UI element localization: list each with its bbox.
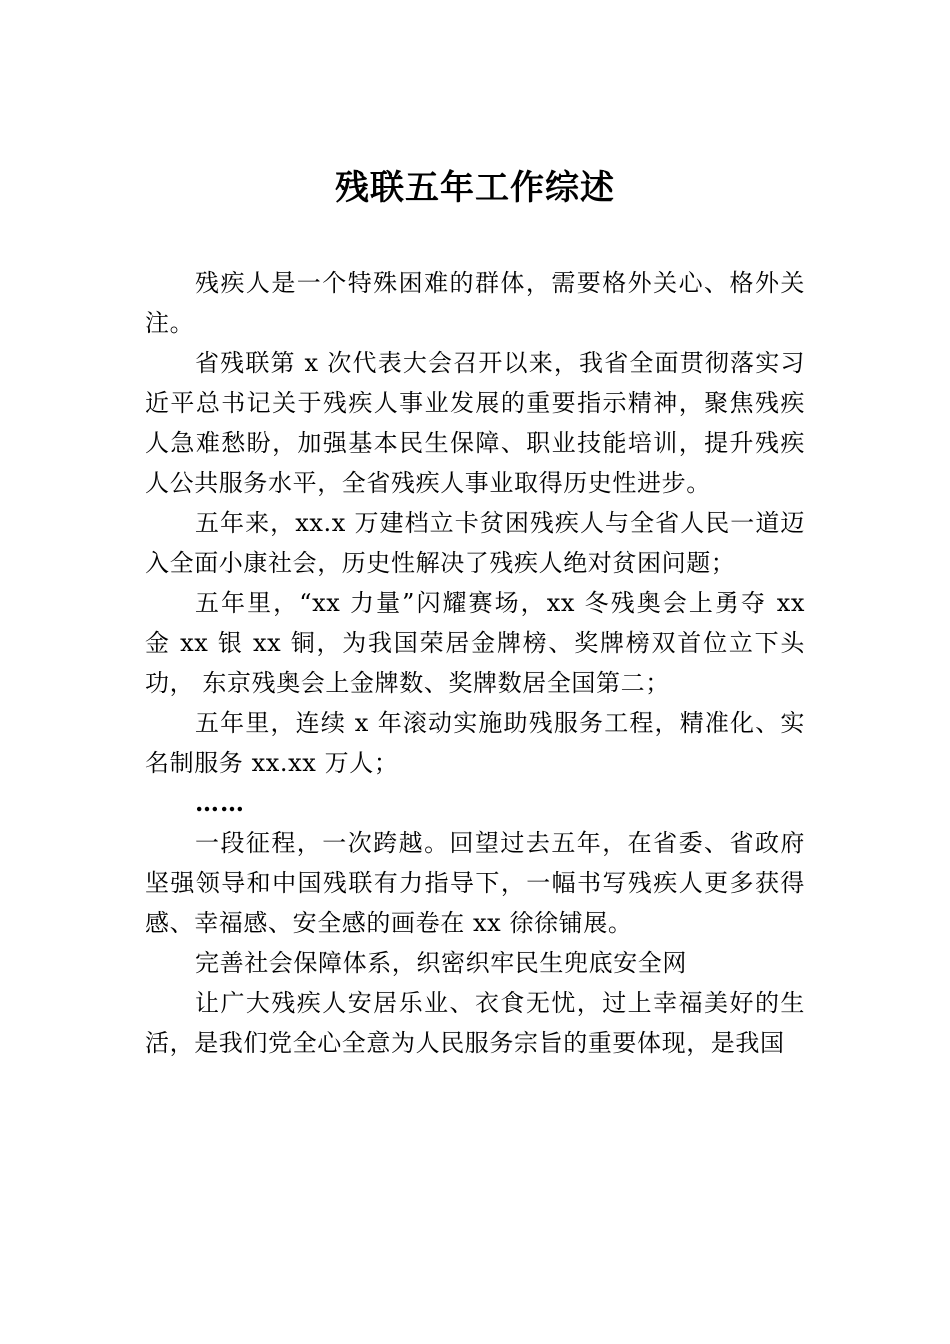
paragraph-congress: 省残联第 x 次代表大会召开以来，我省全面贯彻落实习近平总书记关于残疾人事业发展的重要指示精神，聚焦残疾人急难愁盼，加强基本民生保障、职业技能培训，提升残疾人公共服务水平，全省残疾人事业取得历史性进步。 <box>145 349 805 497</box>
paragraph-review: 一段征程，一次跨越。回望过去五年，在省委、省政府坚强领导和中国残联有力指导下，一幅书写残疾人更多获得感、幸福感、安全感的画卷在 xx 徐徐铺展。 <box>145 829 805 937</box>
document-title: 残联五年工作综述 <box>335 168 615 208</box>
paragraph-ellipsis: …… <box>195 788 245 817</box>
paragraph-wellbeing: 让广大残疾人安居乐业、衣食无忧，过上幸福美好的生活，是我们党全心全意为人民服务宗旨的重要体现，是我国 <box>145 989 805 1057</box>
paragraph-intro: 残疾人是一个特殊困难的群体，需要格外关心、格外关注。 <box>145 269 805 337</box>
document-body <box>145 263 805 1063</box>
paragraph-poverty: 五年来，xx.x 万建档立卡贫困残疾人与全省人民一道迈入全面小康社会，历史性解决了残疾人绝对贫困问题； <box>145 509 805 577</box>
section-heading-social-security: 完善社会保障体系，织密织牢民生兜底安全网 <box>195 949 687 977</box>
paragraph-service-project: 五年里，连续 x 年滚动实施助残服务工程，精准化、实名制服务 xx.xx 万人； <box>145 709 805 777</box>
paragraph-paralympics: 五年里，“xx 力量”闪耀赛场，xx 冬残奥会上勇夺 xx 金 xx 银 xx 铜，为我国荣居金牌榜、奖牌榜双首位立下头功， 东京残奥会上金牌数、奖牌数居全国第二； <box>145 589 805 697</box>
